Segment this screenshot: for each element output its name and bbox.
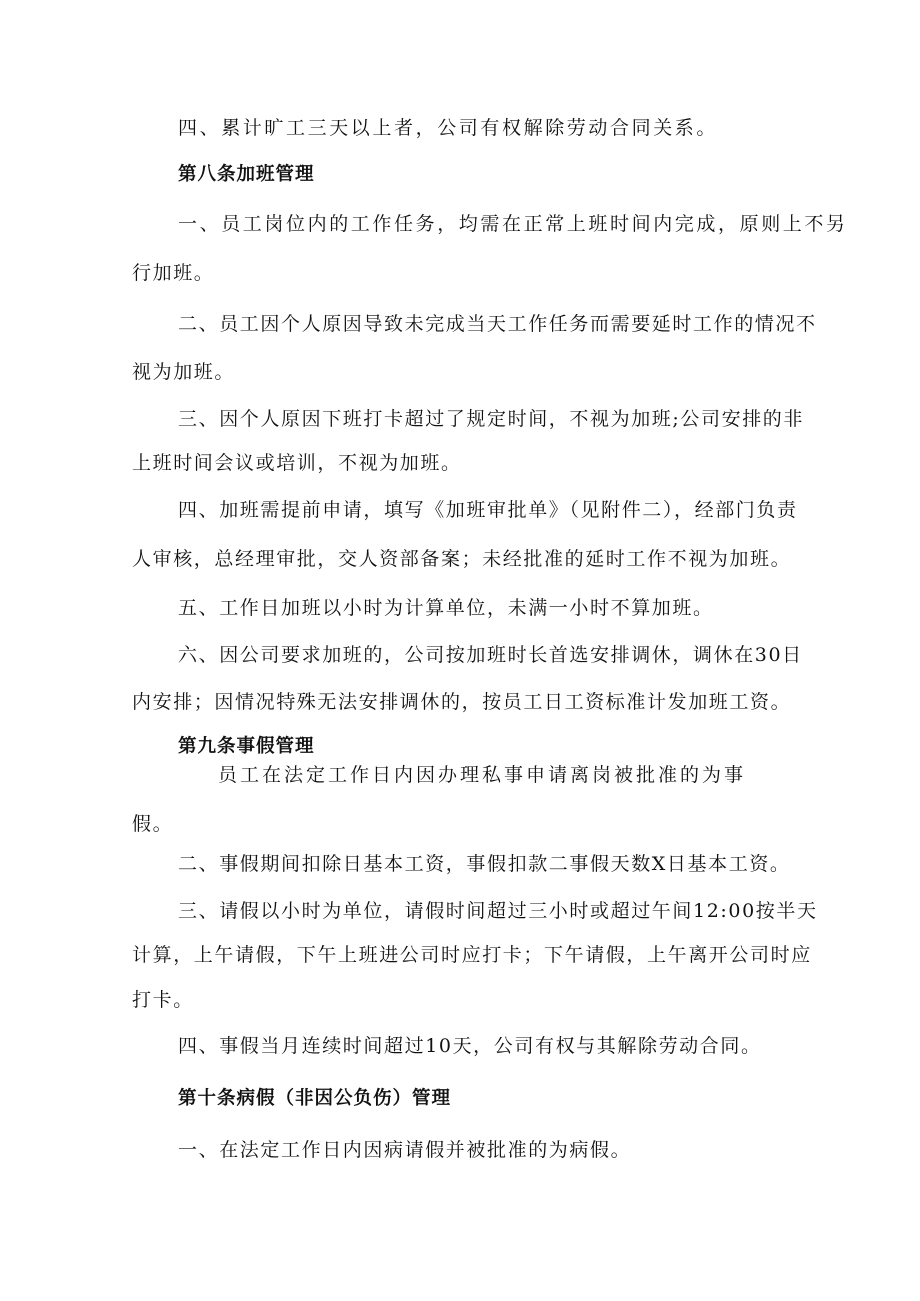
article-9-heading: 第九条事假管理 xyxy=(178,736,315,757)
article-8-item-2: 二、员工因个人原因导致未完成当天工作任务而需要延时工作的情况不 xyxy=(178,313,817,335)
article-10-item-1: 一、在法定工作日内因病请假并被批准的为病假。 xyxy=(178,1139,632,1161)
article-8-item-1: 一、员工岗位内的工作任务，均需在正常上班时间内完成，原则上不另 xyxy=(178,213,848,235)
article-8-item-1-cont: 行加班。 xyxy=(132,262,215,284)
article-10-heading: 第十条病假（非因公负伤）管理 xyxy=(178,1088,452,1109)
article-9-item-3-cont-2: 打卡。 xyxy=(132,989,194,1011)
article-9-item-1: 员工在法定工作日内因办理私事申请离岗被批准的为事 xyxy=(218,764,747,786)
article-8-item-2-cont: 视为加班。 xyxy=(132,361,236,383)
article-8-item-3-cont: 上班时间会议或培训，不视为加班。 xyxy=(132,452,462,474)
article-9-item-2: 二、事假期间扣除日基本工资，事假扣款二事假天数X日基本工资。 xyxy=(178,853,791,875)
article-9-item-3: 三、请假以小时为单位，请假时间超过三小时或超过午间12:00按半天 xyxy=(178,900,818,922)
article-8-item-6: 六、因公司要求加班的，公司按加班时长首选安排调休，调休在30日 xyxy=(178,644,803,666)
article-8-item-6-cont: 内安排；因情况特殊无法安排调休的，按员工日工资标准计发加班工资。 xyxy=(132,691,792,713)
article-9-item-4: 四、事假当月连续时间超过10天，公司有权与其解除劳动合同。 xyxy=(178,1035,762,1057)
article-8-item-5: 五、工作日加班以小时为计算单位，未满一小时不算加班。 xyxy=(178,597,714,619)
article-9-item-1-cont: 假。 xyxy=(132,813,174,835)
article-8-item-3: 三、因个人原因下班打卡超过了规定时间，不视为加班;公司安排的非 xyxy=(178,408,805,430)
article-8-item-4: 四、加班需提前申请，填写《加班审批单》（见附件二），经部门负责 xyxy=(178,499,798,521)
article-8-heading: 第八条加班管理 xyxy=(178,164,315,185)
article-8-item-4-cont: 人审核，总经理审批，交人资部备案；未经批准的延时工作不视为加班。 xyxy=(132,548,792,570)
article-9-item-3-cont-1: 计算，上午请假，下午上班进公司时应打卡；下午请假，上午离开公司时应 xyxy=(132,944,812,966)
clause-7-item-4: 四、累计旷工三天以上者，公司有权解除劳动合同关系。 xyxy=(178,117,719,139)
